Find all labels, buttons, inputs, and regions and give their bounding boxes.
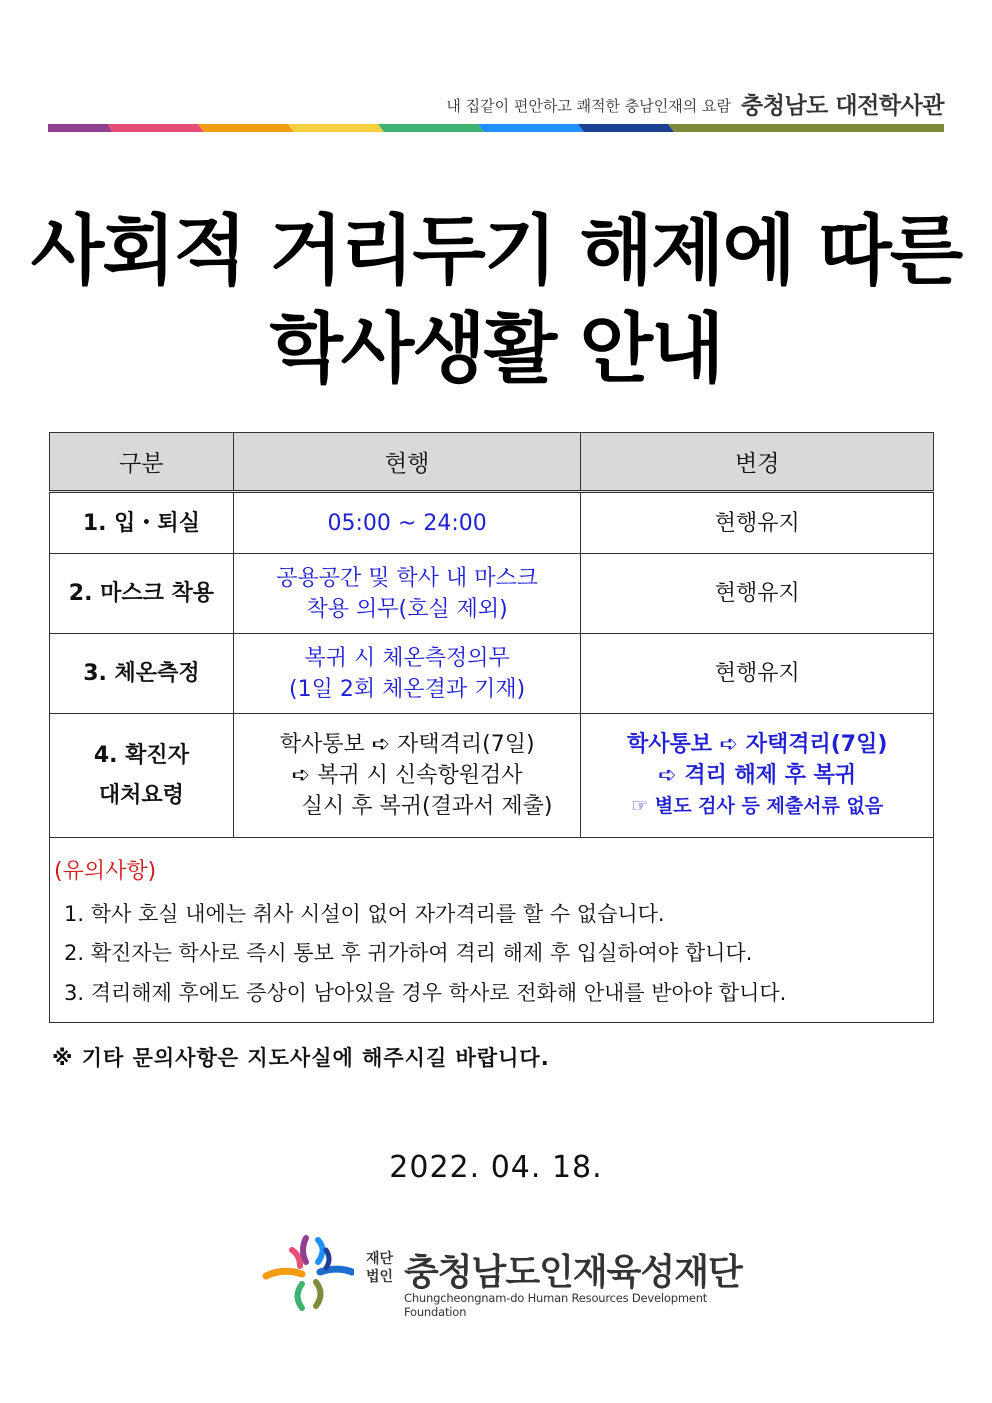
row-changed: 현행유지 [581, 634, 934, 714]
guide-table [49, 432, 934, 838]
header [446, 86, 944, 120]
row-current: 학사통보 ➪ 자택격리(7일) ➪ 복귀 시 신속항원검사 실시 후 복귀(결과서 제출) [233, 714, 581, 838]
document-date: 2022. 04. 18. [389, 1150, 603, 1185]
notes-box [49, 838, 934, 1023]
logo-small-text: 재단 법인 [366, 1251, 394, 1285]
row-changed: 현행유지 [581, 492, 934, 554]
row-changed: 학사통보 ➪ 자택격리(7일) ➪ 격리 해제 후 복귀 ☞ 별도 검사 등 제출서류 없음 [581, 714, 934, 838]
header-changed: 변경 [581, 433, 934, 492]
table-row [50, 554, 934, 634]
row-current: 공용공간 및 학사 내 마스크 착용 의무(호실 제외) [233, 554, 581, 634]
header-color-bar [48, 122, 944, 132]
table-row [50, 714, 934, 838]
foundation-logo-icon [262, 1232, 354, 1312]
row-category: 3. 체온측정 [50, 634, 234, 714]
row-current: 복귀 시 체온측정의무 (1일 2회 체온결과 기재) [233, 634, 581, 714]
table-row [50, 634, 934, 714]
row-changed: 현행유지 [581, 554, 934, 634]
row-current: 05:00 ~ 24:00 [233, 492, 581, 554]
row-category: 4. 확진자 대처요령 [50, 714, 234, 838]
table-header-row [50, 433, 934, 492]
notes-title: (유의사항) [54, 859, 157, 884]
table-row [50, 492, 934, 554]
note-item: 3. 격리해제 후에도 증상이 남아있을 경우 학사로 전화해 안내를 받아야 합니다. [64, 981, 787, 1005]
foundation-logo [262, 1228, 742, 1318]
foundation-english-name: Chungcheongnam-do Human Resources Development Foundation [404, 1291, 708, 1319]
row-category: 2. 마스크 착용 [50, 554, 234, 634]
page-title-line2: 학사생활 안내 [269, 304, 723, 393]
page-title-line1: 사회적 거리두기 해제에 따른 [30, 206, 962, 295]
inquiry-note: ※ 기타 문의사항은 지도사실에 해주시길 바랍니다. [52, 1046, 550, 1070]
row-category: 1. 입・퇴실 [50, 492, 234, 554]
foundation-name: 충청남도인재육성재단 [404, 1252, 742, 1293]
header-category: 구분 [50, 433, 234, 492]
header-slogan: 내 집같이 편안하고 쾌적한 충남인재의 요람 [446, 97, 732, 115]
note-item: 2. 확진자는 학사로 즉시 통보 후 귀가하여 격리 해제 후 입실하여야 합니다. [64, 941, 753, 965]
header-current: 현행 [233, 433, 581, 492]
header-org-name: 충청남도 대전학사관 [741, 93, 944, 119]
note-item: 1. 학사 호실 내에는 취사 시설이 없어 자가격리를 할 수 없습니다. [64, 902, 665, 926]
